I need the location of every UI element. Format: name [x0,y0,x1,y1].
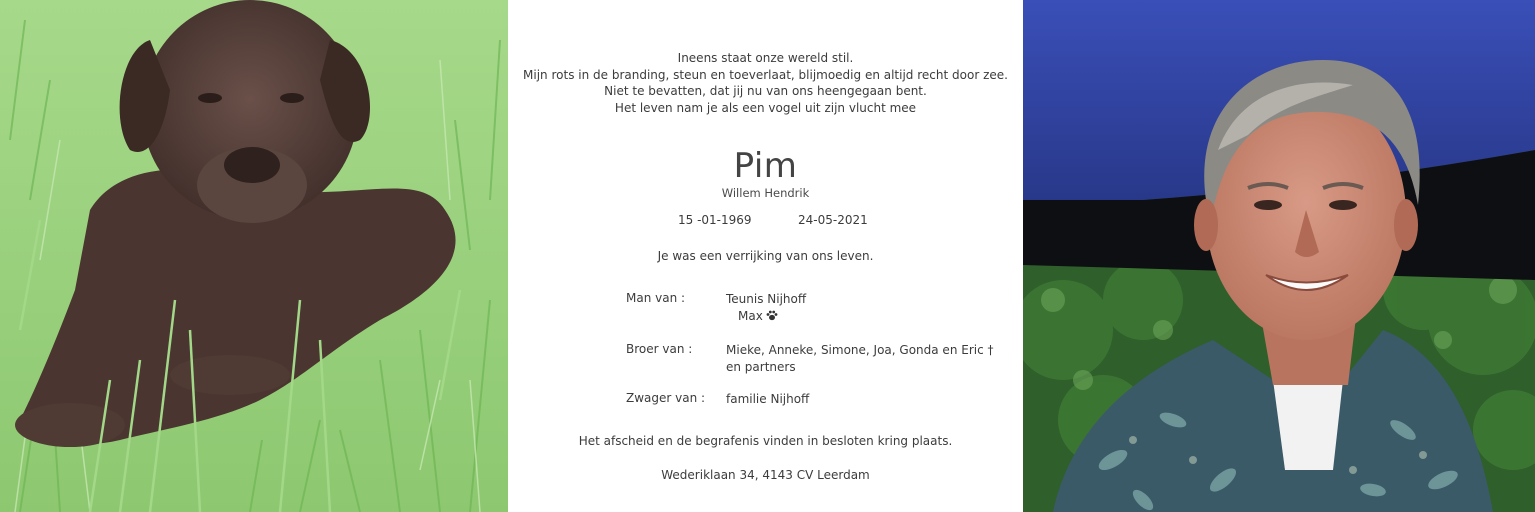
deceased-name: Pim [733,146,798,186]
husband-label: Man van : [626,291,686,305]
pet-entry [726,308,806,325]
dog-photo [0,0,508,512]
in-laws: familie Nijhoff [726,392,810,406]
address: Wederiklaan 34, 4143 CV Leerdam [661,468,870,482]
brother-values [726,342,994,375]
tagline: Je was een verrijking van ons leven. [657,249,874,263]
portrait-photo [1023,0,1535,512]
brother-in-law-values [726,391,809,408]
deceased-full-name: Willem Hendrik [721,186,810,200]
husband-values [726,291,806,324]
obituary-text [508,0,1023,512]
poem-line: Ineens staat onze wereld stil. [677,51,854,65]
funeral-notice: Het afscheid en de begrafenis vinden in besloten kring plaats. [578,434,953,448]
death-date: 24-05-2021 [798,213,868,227]
poem-line: Mijn rots in de branding, steun en toeverlaat, blijmoedig en altijd recht door zee. [523,67,1008,82]
pet-name: Max [738,308,763,323]
poem [508,50,1023,116]
poem-line: Niet te bevatten, dat jij nu van ons heengegaan bent. [604,84,927,98]
brother-label: Broer van : [626,342,693,356]
poem-line: Het leven nam je als een vogel uit zijn vlucht mee [614,100,917,115]
brother-in-law-label: Zwager van : [626,391,706,405]
birth-date: 15 -01-1969 [678,213,752,227]
siblings-partners: en partners [726,359,796,374]
paw-print-icon [766,310,778,321]
husband-name: Teunis Nijhoff [726,292,807,306]
siblings: Mieke, Anneke, Simone, Joa, Gonda en Eric † [726,343,994,357]
